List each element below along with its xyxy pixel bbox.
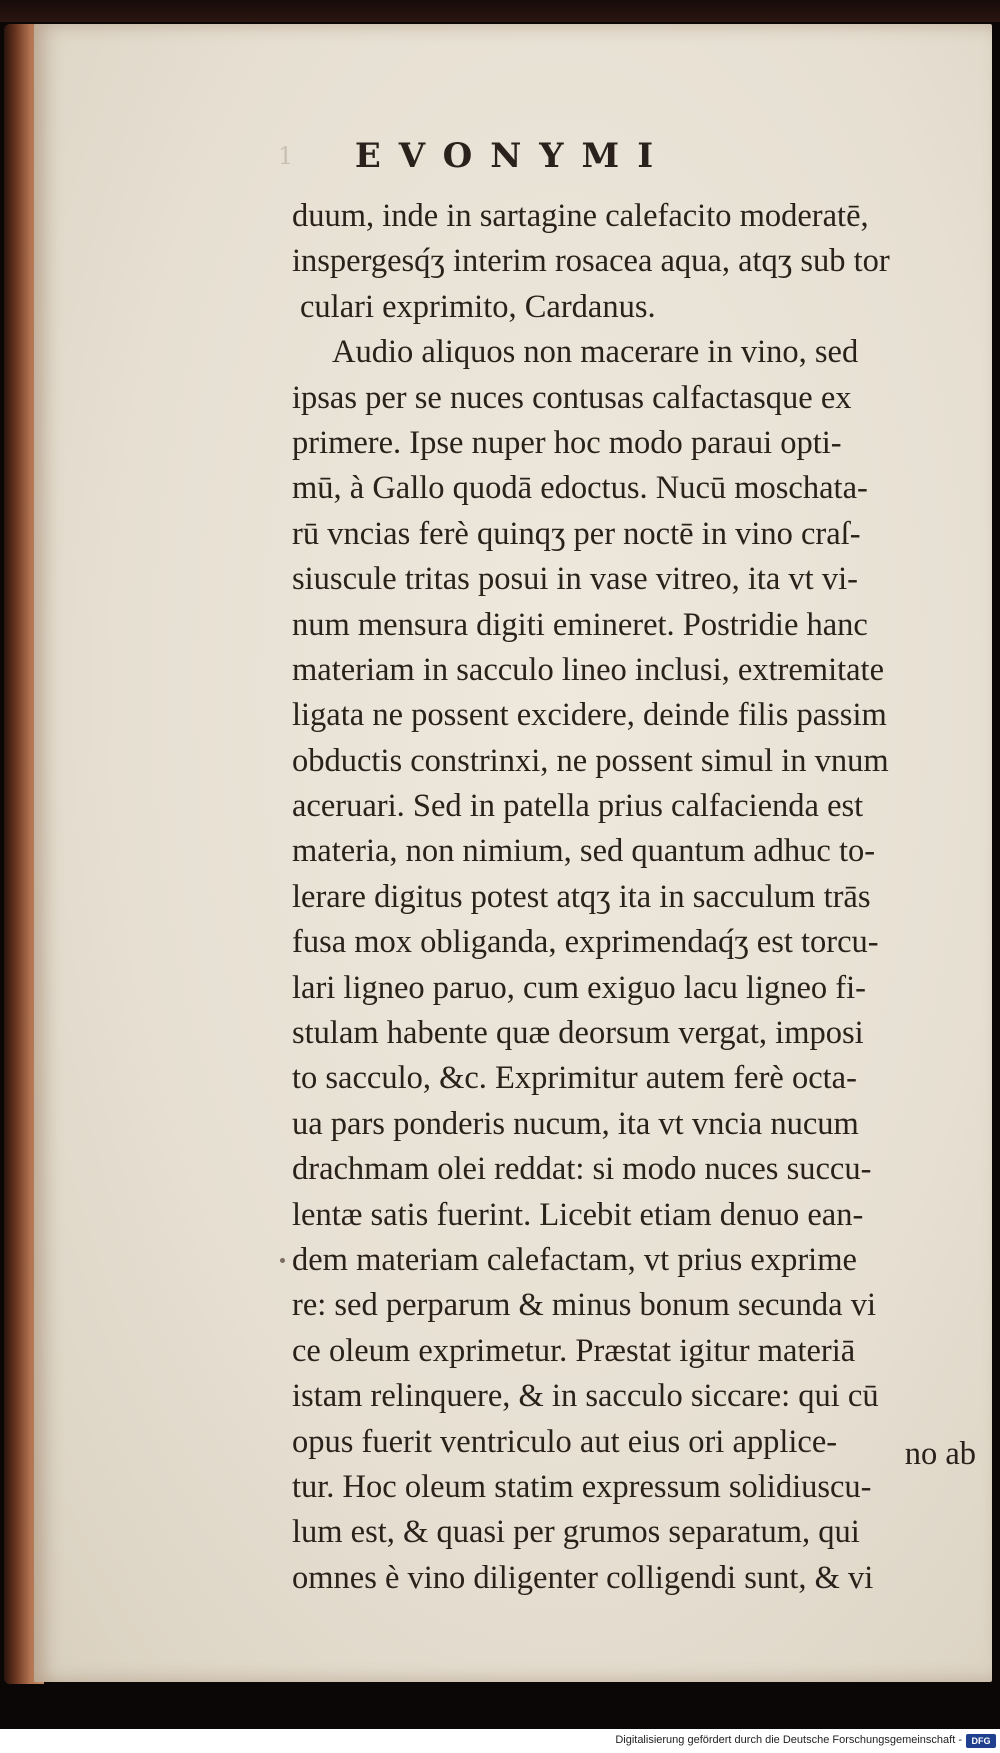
text-line: rū vncias ferè quinqʒ per noctē in vino craſ- [292, 515, 861, 552]
text-line: re: sed perparum & minus bonum secunda vi [292, 1287, 876, 1324]
text-line: aceruari. Sed in patella prius calfacienda est [292, 788, 864, 825]
text-line: materiam in sacculo lineo inclusi, extremitate [292, 651, 885, 688]
ghost-folio-number: 1 [278, 142, 294, 170]
text-line: culari exprimito, Cardanus. [300, 288, 656, 325]
text-line: num mensura digiti emineret. Postridie hanc [292, 606, 868, 643]
text-line: tur. Hoc oleum statim expressum solidiuscu- [292, 1468, 872, 1505]
text-line: inspergesq́ʒ interim rosacea aqua, atqʒ sub tor [292, 243, 890, 280]
text-line: obductis constrinxi, ne possent simul in vnum [292, 742, 889, 779]
text-line: stulam habente quæ deorsum vergat, imposi [292, 1015, 864, 1052]
text-line: mū, à Gallo quodā edoctus. Nucū moschata- [292, 470, 868, 507]
text-line: ipsas per se nuces contusas calfactasque ex [292, 379, 852, 416]
text-line: lerare digitus potest atqʒ ita in sacculum trās [292, 878, 871, 915]
catchword: no ab [904, 1436, 976, 1472]
margin-dot [280, 1258, 285, 1263]
text-line: ce oleum exprimetur. Præstat igitur materiā [292, 1332, 856, 1369]
text-line: lum est, & quasi per grumos separatum, qui [292, 1514, 860, 1551]
text-line: materia, non nimium, sed quantum adhuc to- [292, 833, 876, 870]
text-line: ligata ne possent excidere, deinde filis passim [292, 697, 887, 734]
dfg-logo: DFG [966, 1734, 996, 1748]
text-line: ua pars ponderis nucum, ita vt vncia nucum [292, 1105, 859, 1142]
text-line: duum, inde in sartagine calefacito moderatē, [292, 198, 869, 234]
scan-top-border [0, 0, 1000, 22]
body-text [292, 194, 932, 1601]
text-line: fusa mox obliganda, exprimendaq́ʒ est torcu- [292, 924, 879, 961]
running-head: EVONYMI [354, 136, 672, 176]
text-line: omnes è vino diligenter colligendi sunt, & vi [292, 1559, 874, 1596]
text-line: istam relinquere, & in sacculo siccare: qui cū [292, 1378, 879, 1415]
funding-credit: Digitalisierung gefördert durch die Deutsche Forschungsgemeinschaft - [615, 1734, 962, 1746]
book-page [34, 24, 992, 1682]
text-line: dem materiam calefactam, vt prius exprime [292, 1241, 857, 1278]
text-line: lari ligneo paruo, cum exiguo lacu ligneo fi- [292, 969, 866, 1006]
text-line: siuscule tritas posui in vase vitreo, ita vt vi- [292, 561, 858, 598]
text-line: to sacculo, &c. Exprimitur autem ferè octa- [292, 1060, 857, 1097]
text-line: primere. Ipse nuper hoc modo paraui opti- [292, 424, 842, 461]
text-line: drachmam olei reddat: si modo nuces succu- [292, 1151, 872, 1188]
text-line: opus fuerit ventriculo aut eius ori applice- [292, 1423, 838, 1460]
digitization-footer [0, 1729, 1000, 1753]
paragraph-start-line: Audio aliquos non macerare in vino, sed [332, 334, 859, 371]
text-line: lentæ satis fuerint. Licebit etiam denuo ean- [292, 1196, 864, 1233]
